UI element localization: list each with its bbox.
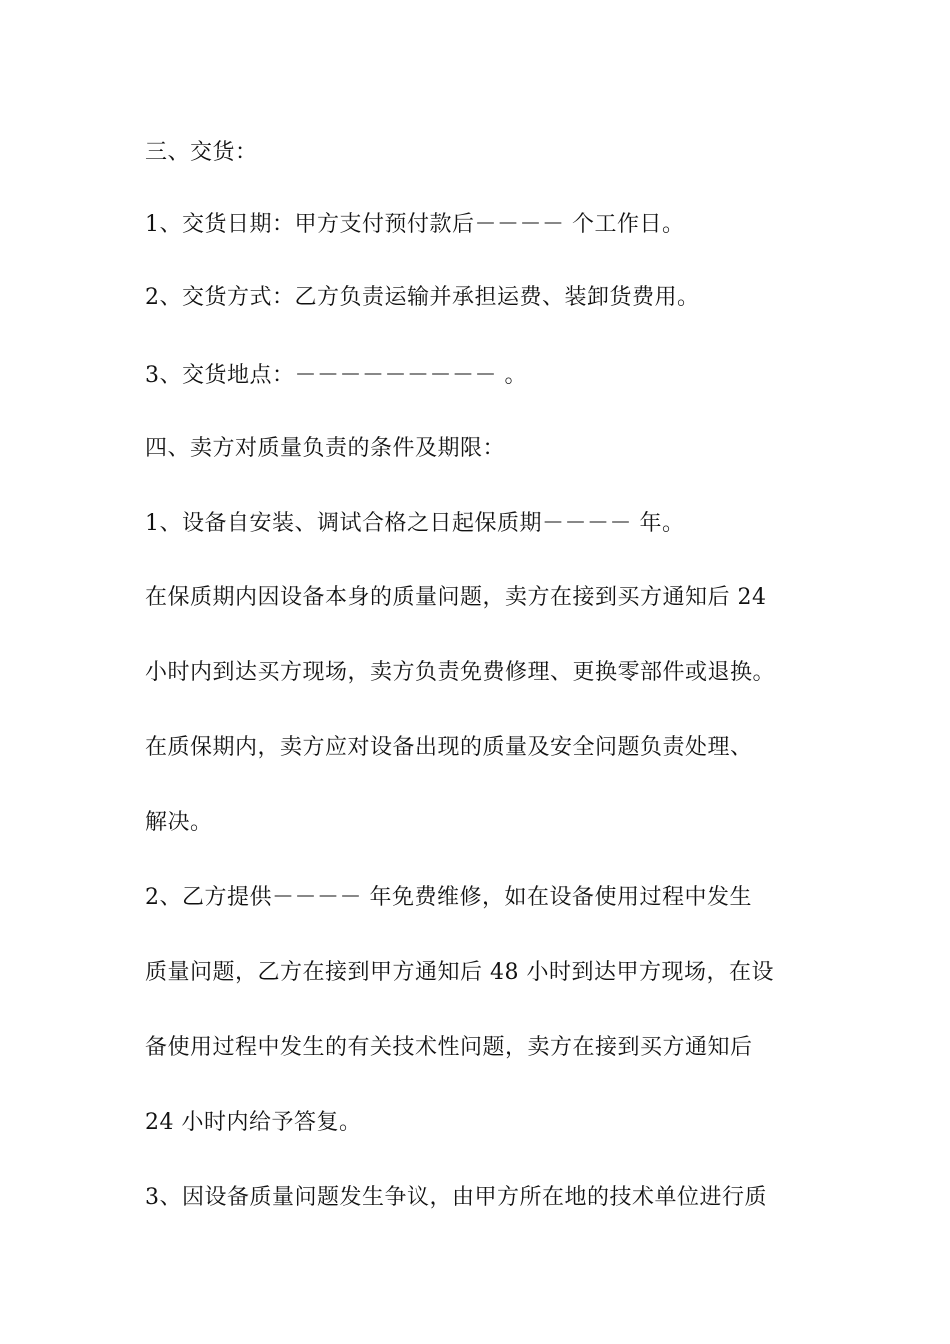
section-heading-quality: 四、卖方对质量负责的条件及期限：	[145, 436, 506, 461]
paragraph-line: 24 小时内给予答复。	[145, 1110, 362, 1135]
paragraph-line: 在保质期内因设备本身的质量问题，卖方在接到买方通知后 24	[145, 585, 767, 610]
section-heading-delivery: 三、交货：	[145, 140, 258, 165]
delivery-method-line: 2、交货方式：乙方负责运输并承担运费、装卸货费用。	[145, 285, 700, 310]
dispute-line: 3、因设备质量问题发生争议，由甲方所在地的技术单位进行质	[145, 1185, 767, 1210]
delivery-location-line: 3、交货地点：－－－－－－－－－ 。	[145, 363, 527, 388]
paragraph-line: 小时内到达买方现场，卖方负责免费修理、更换零部件或退换。	[145, 660, 776, 685]
delivery-date-line: 1、交货日期：甲方支付预付款后－－－－ 个工作日。	[145, 212, 685, 237]
paragraph-line: 质量问题，乙方在接到甲方通知后 48 小时到达甲方现场，在设	[145, 960, 774, 985]
paragraph-line: 在质保期内，卖方应对设备出现的质量及安全问题负责处理、	[145, 735, 753, 760]
paragraph-line: 解决。	[145, 810, 213, 835]
warranty-period-line: 1、设备自安装、调试合格之日起保质期－－－－ 年。	[145, 511, 685, 536]
paragraph-line: 备使用过程中发生的有关技术性问题，卖方在接到买方通知后	[145, 1035, 753, 1060]
free-maintenance-line: 2、乙方提供－－－－ 年免费维修，如在设备使用过程中发生	[145, 885, 752, 910]
